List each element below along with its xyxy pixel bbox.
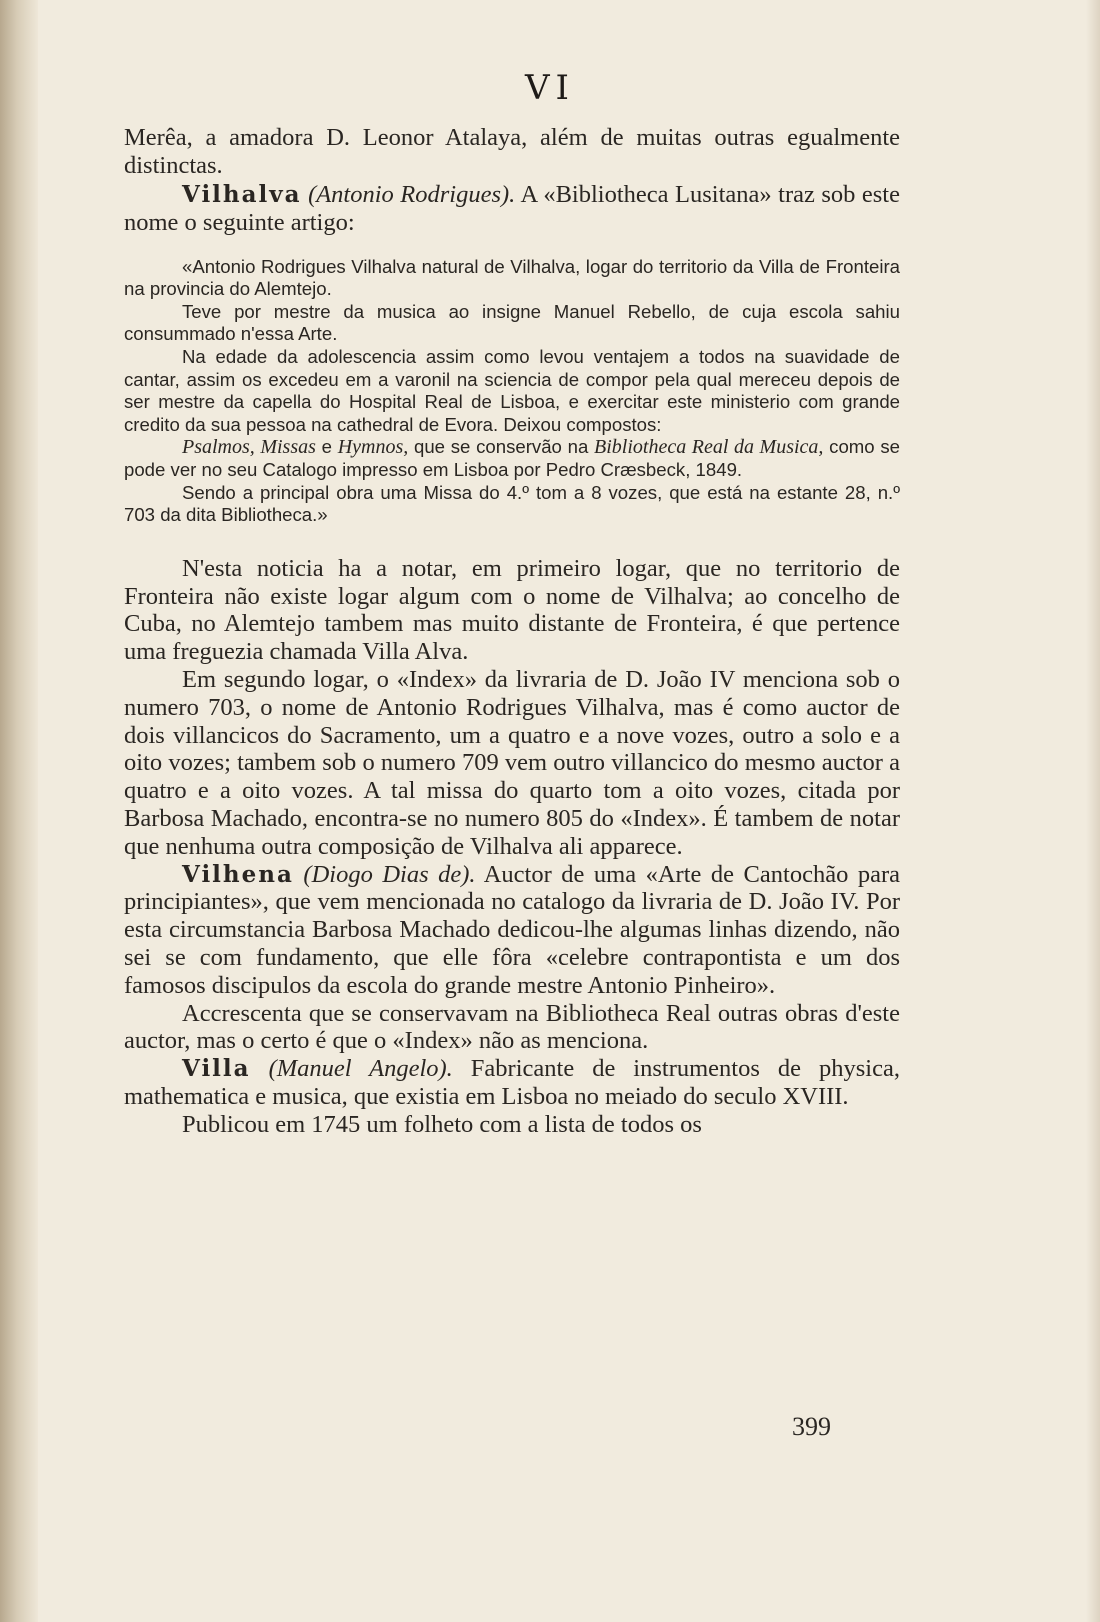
entry-subheading-vilhena: (Diogo Dias de). <box>303 860 476 888</box>
quote-paragraph-2: Teve por mestre da musica ao insigne Manuel Rebello, de cuja escola sahiu consummado n'essa Arte. <box>124 300 900 345</box>
page-folio: VI <box>525 68 575 108</box>
entry-vilhena <box>124 861 900 1000</box>
quote-text-end: como se pode ver no seu Catalogo impresso em Lisboa por Pedro Cræsbeck, 1849. <box>124 436 900 480</box>
entry-vilhalva <box>124 181 900 238</box>
entry-text-vilhena: Auctor de uma «Arte de Cantochão para principiantes», que vem mencionada no catalogo da livraria de D. João IV. Por esta circumstancia Barbosa Machado dedicou-lhe algumas linhas dizendo, não sei se com fundamento, que elle fôra «celebre contrapontista e um dos famosos discipulos da escola do grande mestre Antonio Pinheiro». <box>124 860 900 999</box>
body-text <box>124 555 900 1139</box>
paragraph-noticia: N'esta noticia ha a notar, em primeiro logar, que no territorio de Fronteira não existe logar algum com o nome de Vilhalva; ao concelho de Cuba, no Alemtejo tambem mas muito distante de Fronteira, é que pertence uma freguezia chamada Villa Alva. <box>124 554 900 666</box>
entry-text-vilhalva: A «Bibliotheca Lusitana» traz sob este nome o seguinte artigo: <box>124 180 900 237</box>
quote-paragraph-4 <box>124 436 900 481</box>
paragraph-accrescenta: Accrescenta que se conservavam na Bibliotheca Real outras obras d'este auctor, mas o certo é que o «Index» não as menciona. <box>124 999 900 1055</box>
entry-subheading-villa: (Manuel Angelo). <box>268 1055 453 1083</box>
quote-italic-hymnos: Hymnos, <box>337 436 409 459</box>
quote-italic-psalmos: Psalmos, Missas <box>182 436 316 459</box>
page-number: 399 <box>792 1412 831 1441</box>
page-gutter-shadow <box>0 0 38 1622</box>
paragraph-index: Em segundo logar, o «Index» da livraria de D. João IV menciona sob o numero 703, o nome de Antonio Rodrigues Vilhalva, mas é como auctor de dois villancicos do Sacramento, um a quatro e a nove vozes, outro a solo e a oito vozes; tambem sob o numero 709 vem outro villancico do mesmo auctor a quatro e a oito vozes. A tal missa do quarto tom a oito vozes, citada por Barbosa Machado, encontra-se no numero 805 do «Index». É tambem de notar que nenhuma outra composição de Vilhalva ali apparece. <box>124 665 900 860</box>
paragraph-merea: Merêa, a amadora D. Leonor Atalaya, além de muitas outras egualmente distinctas. <box>124 124 900 180</box>
entry-heading-vilhalva: Vilhalva <box>182 180 302 208</box>
page-edge <box>1086 0 1100 1622</box>
entry-subheading-vilhalva: (Antonio Rodrigues). <box>308 180 516 208</box>
paragraph-publicou: Publicou em 1745 um folheto com a lista de todos os <box>182 1110 702 1138</box>
quote-italic-bibliotheca: Bibliotheca Real da Musica, <box>594 436 824 459</box>
entry-heading-villa: Villa <box>182 1055 251 1083</box>
entry-text-villa: Fabricante de instrumentos de physica, mathematica e musica, que existia em Lisboa no meiado do seculo XVIII. <box>124 1055 900 1110</box>
quote-paragraph-5: Sendo a principal obra uma Missa do 4.º tom a 8 vozes, que está na estante 28, n.º 703 da dita Bibliotheca.» <box>124 481 900 526</box>
entry-villa <box>124 1055 900 1111</box>
quote-paragraph-3: Na edade da adolescencia assim como levou ventajem a todos na suavidade de cantar, assim os excedeu em a varonil na sciencia de compor pela qual mereceu depois de ser mestre da capella do Hospital Real de Lisboa, e exercitar este ministerio com grande credito da sua pessoa na cathedral de Evora. Deixou compostos: <box>124 346 900 435</box>
quoted-article <box>124 256 900 527</box>
entry-heading-vilhena: Vilhena <box>182 860 294 888</box>
quote-text-mid: que se conservão na <box>408 436 595 458</box>
quote-paragraph-1: «Antonio Rodrigues Vilhalva natural de Vilhalva, logar do territorio da Villa de Fronteira na provincia do Alemtejo. <box>124 255 900 300</box>
quote-conjunction: e <box>315 436 338 458</box>
text-column <box>124 124 900 1138</box>
